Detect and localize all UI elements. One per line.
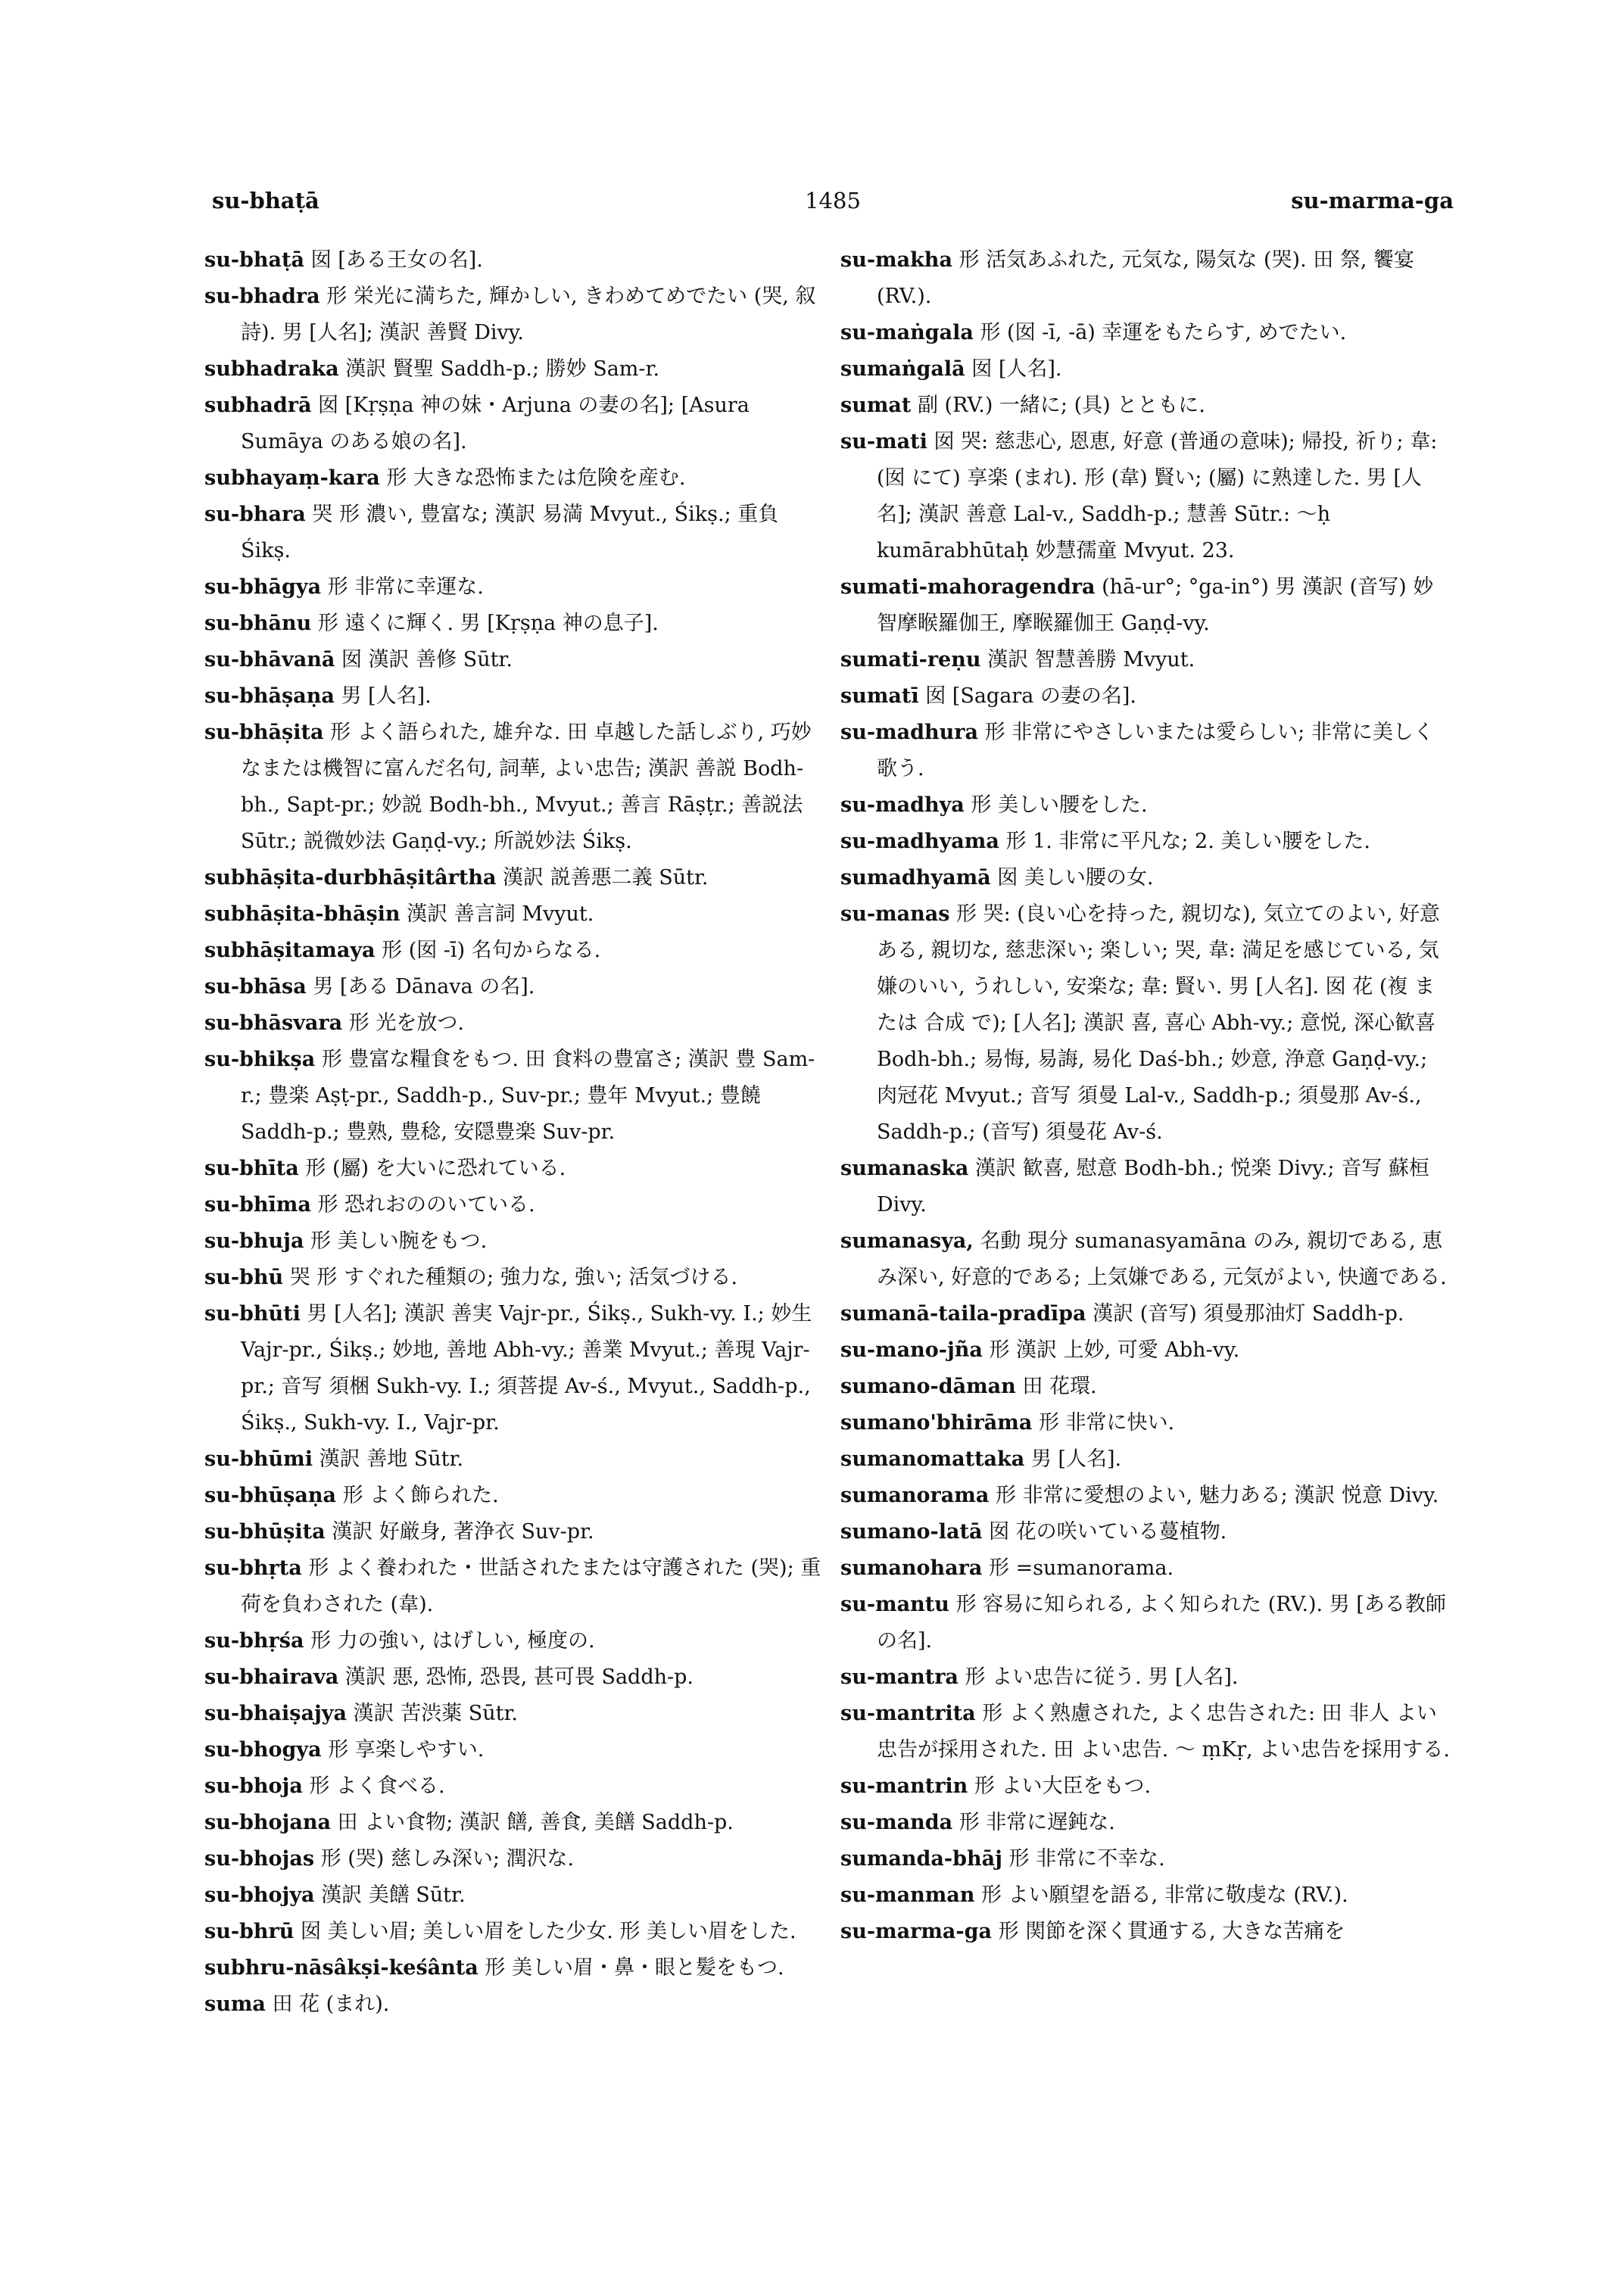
entry-definition: 形 美しい腰をした.	[971, 793, 1148, 817]
entry-headword: su-manman	[840, 1883, 975, 1907]
dictionary-entry	[840, 1805, 1454, 1841]
header-left-guideword: su-bhaṭā	[212, 188, 320, 213]
entry-definition: 形 光を放つ.	[348, 1011, 464, 1035]
dictionary-entry	[840, 1659, 1454, 1696]
entry-headword: su-madhyama	[840, 830, 999, 853]
entry-headword: su-marma-ga	[840, 1920, 992, 1943]
entry-definition: 田 花 (まれ).	[272, 1992, 390, 2016]
entry-headword: su-manas	[840, 902, 950, 926]
entry-definition: 形 非常にやさしいまたは愛らしい; 非常に美しく歌う.	[877, 721, 1434, 780]
dictionary-entry	[840, 388, 1454, 424]
dictionary-entry	[840, 824, 1454, 860]
entry-definition: 形 力の強い, はげしい, 極度の.	[310, 1629, 595, 1653]
entry-definition: 漢訳 美饍 Sūtr.	[321, 1883, 466, 1907]
entry-headword: su-bhūti	[204, 1302, 301, 1326]
entry-headword: su-mantra	[840, 1665, 959, 1689]
dictionary-entry	[204, 242, 825, 279]
entry-definition: 男 [人名]; 漢訳 善実 Vajr-pr., Śikṣ., Sukh-vy. I.; 妙生 Vajr-pr., Śikṣ.; 妙地, 善地 Abh-vy.; 善業 Mvyut.; 善現 Vajr-pr.; 音写 須梱 Sukh-vy. I.; 須菩提 Av-ś., Mvyut., Saddh-p., Śikṣ., Sukh-vy. I., Vajr-pr.	[241, 1302, 812, 1435]
dictionary-entry	[840, 1369, 1454, 1405]
entry-definition: 田 花環.	[1022, 1375, 1097, 1398]
entry-definition: 形 栄光に満ちた, 輝かしい, きわめてめでたい (哭, 叙詩). 男 [人名]; 漢訳 善賢 Divy.	[241, 285, 816, 344]
entry-definition: 形 よい大臣をもつ.	[974, 1774, 1152, 1798]
entry-definition: 田 よい食物; 漢訳 饍, 善食, 美饍 Saddh-p.	[337, 1811, 734, 1834]
entry-definition: (hā-ur°; °ga-in°) 男 漢訳 (音写) 妙智摩睺羅伽王, 摩睺羅伽王 Gaṇḍ-vy.	[877, 575, 1434, 635]
entry-headword: su-madhura	[840, 721, 978, 744]
dictionary-entry	[204, 606, 825, 642]
dictionary-entry	[840, 1296, 1454, 1332]
entry-definition: 形 享楽しやすい.	[328, 1738, 485, 1762]
entry-headword: su-bhojas	[204, 1847, 315, 1871]
entry-headword: su-bhaṭā	[204, 248, 305, 272]
entry-headword: su-bhaiṣajya	[204, 1702, 347, 1725]
header-right-guideword: su-marma-ga	[1291, 188, 1454, 213]
entry-headword: su-bhogya	[204, 1738, 322, 1762]
dictionary-entry	[204, 388, 825, 460]
entry-definition: 形 関節を深く貫通する, 大きな苦痛を	[998, 1920, 1345, 1943]
entry-headword: su-bhadra	[204, 285, 320, 308]
entry-definition: 形 非常に遅鈍な.	[959, 1811, 1115, 1834]
page-header	[212, 188, 1454, 226]
dictionary-entry	[840, 678, 1454, 715]
entry-definition: 囡 花の咲いている蔓植物.	[989, 1520, 1227, 1544]
dictionary-entry	[840, 1768, 1454, 1805]
dictionary-entry	[840, 1914, 1454, 1950]
entry-definition: 形 よく飾られた.	[342, 1484, 499, 1507]
entry-headword: sumat	[840, 394, 912, 417]
entry-headword: sumanohara	[840, 1556, 983, 1580]
dictionary-entry	[204, 969, 825, 1005]
entry-definition: 形 美しい腕をもつ.	[310, 1229, 488, 1253]
entry-headword: su-bhānu	[204, 612, 312, 635]
entry-definition: 形 漢訳 上妙, 可愛 Abh-vy.	[989, 1338, 1240, 1362]
dictionary-entry	[204, 497, 825, 569]
entry-definition: 形 活気あふれた, 元気な, 陽気な (哭). 田 祭, 饗宴 (RV.).	[877, 248, 1415, 308]
dictionary-entry	[840, 715, 1454, 787]
entry-headword: sumati-reṇu	[840, 648, 981, 671]
entry-definition: 形 遠くに輝く. 男 [Kṛṣṇa 神の息子].	[317, 612, 659, 635]
entry-headword: subhayaṃ-kara	[204, 466, 380, 490]
dictionary-entry	[840, 1441, 1454, 1478]
entry-headword: su-bhāṣaṇa	[204, 684, 335, 708]
entry-definition: 漢訳 苦渋薬 Sūtr.	[353, 1702, 518, 1725]
dictionary-entry	[840, 351, 1454, 388]
entry-headword: su-bhrū	[204, 1920, 295, 1943]
entry-definition: 形 よい忠告に従う. 男 [人名].	[965, 1665, 1239, 1689]
entry-headword: su-mantu	[840, 1593, 949, 1616]
dictionary-entry	[840, 1877, 1454, 1914]
entry-definition: 形 よく熟慮された, よく忠告された: 田 非人 よい忠告が採用された. 田 よい忠告. ～ ṃKṛ, よい忠告を採用する.	[877, 1702, 1450, 1762]
entry-headword: su-madhya	[840, 793, 965, 817]
dictionary-entry	[840, 1841, 1454, 1877]
entry-headword: su-bhūmi	[204, 1447, 313, 1471]
entry-definition: 漢訳 善言詞 Mvyut.	[407, 902, 594, 926]
entry-headword: suma	[204, 1992, 266, 2016]
dictionary-entry	[204, 1223, 825, 1260]
entry-definition: 囡 漢訳 善修 Sūtr.	[341, 648, 513, 671]
entry-headword: sumanorama	[840, 1484, 990, 1507]
dictionary-entry	[204, 1986, 825, 2023]
entry-definition: 漢訳 説善悪二義 Sūtr.	[503, 866, 709, 889]
entry-definition: 囡 哭: 慈悲心, 恩恵, 好意 (普通の意味); 帰投, 祈り; 韋: (囡 にて) 享楽 (まれ). 形 (韋) 賢い; (屬) に熟達した. 男 [人名]; 漢訳 善意 Lal-v., Saddh-p.; 慧善 Sūtr.: ～ḥ kumārabhūtaḥ 妙慧孺童 Mvyut. 23.	[877, 430, 1438, 562]
entry-definition: 囡 [Sagara の妻の名].	[925, 684, 1137, 708]
entry-definition: 形 (哭) 慈しみ深い; 潤沢な.	[320, 1847, 575, 1871]
dictionary-entry	[204, 678, 825, 715]
dictionary-entry	[840, 1478, 1454, 1514]
entry-headword: subhadraka	[204, 357, 339, 381]
entry-headword: sumadhyamā	[840, 866, 991, 889]
entry-headword: su-bhāsvara	[204, 1011, 343, 1035]
entry-headword: su-bhojana	[204, 1811, 331, 1834]
dictionary-entry	[840, 1223, 1454, 1296]
dictionary-entry	[204, 1550, 825, 1623]
dictionary-entry	[840, 860, 1454, 896]
dictionary-entry	[840, 1332, 1454, 1369]
entry-definition: 男 [人名].	[341, 684, 432, 708]
entry-definition: 形 大きな恐怖または危険を産む.	[386, 466, 686, 490]
entry-definition: 形 非常に快い.	[1038, 1411, 1175, 1435]
dictionary-entry	[204, 1659, 825, 1696]
entry-definition: 形 美しい眉・鼻・眼と髪をもつ.	[485, 1956, 784, 1980]
dictionary-entry	[204, 1914, 825, 1950]
entry-definition: 囡 美しい眉; 美しい眉をした少女. 形 美しい眉をした.	[301, 1920, 796, 1943]
entry-definition: 囡 [人名].	[971, 357, 1062, 381]
entry-definition: 形 (屬) を大いに恐れている.	[305, 1157, 566, 1180]
entry-definition: 形 非常に不幸な.	[1008, 1847, 1165, 1871]
entry-headword: su-bhūṣaṇa	[204, 1484, 336, 1507]
dictionary-entry	[204, 1732, 825, 1768]
entry-definition: 形 よく語られた, 雄弁な. 田 卓越した話しぶり, 巧妙なまたは機智に富んだ名句, 詞華, よい忠告; 漢訳 善説 Bodh-bh., Sapt-pr.; 妙説 Bodh-bh., Mvyut.; 善言 Rāṣṭr.; 善説法 Sūtr.; 説微妙法 Gaṇḍ-vy.; 所説妙法 Śikṣ.	[241, 721, 812, 853]
entry-definition: 囡 [Kṛṣṇa 神の妹・Arjuna の妻の名]; [Asura Sumāya のある娘の名].	[241, 394, 750, 453]
entry-definition: 漢訳 智慧善勝 Mvyut.	[987, 648, 1195, 671]
entry-headword: sumanasya,	[840, 1229, 974, 1253]
entry-headword: sumatī	[840, 684, 919, 708]
entry-headword: sumati-mahoragendra	[840, 575, 1096, 599]
dictionary-entry	[204, 715, 825, 860]
entry-definition: 形 豊富な糧食をもつ. 田 食料の豊富さ; 漢訳 豊 Sam-r.; 豊楽 Aṣṭ-pr., Saddh-p., Suv-pr.; 豊年 Mvyut.; 豊饒 Saddh-p.; 豊熟, 豊稔, 安隠豊楽 Suv-pr.	[241, 1048, 815, 1144]
entry-headword: su-bhoja	[204, 1774, 303, 1798]
dictionary-entry	[204, 896, 825, 933]
dictionary-entry	[204, 279, 825, 351]
entry-headword: subhāṣita-bhāṣin	[204, 902, 401, 926]
dictionary-entry	[204, 1950, 825, 1986]
entry-headword: su-bhṛśa	[204, 1629, 304, 1653]
entry-headword: su-bhuja	[204, 1229, 304, 1253]
entry-definition: 形 よく食べる.	[309, 1774, 445, 1798]
dictionary-entry	[840, 1514, 1454, 1550]
dictionary-entry	[840, 1550, 1454, 1587]
dictionary-entry	[204, 1805, 825, 1841]
entry-definition: 漢訳 (音写) 須曼那油灯 Saddh-p.	[1093, 1302, 1404, 1326]
entry-headword: subhadrā	[204, 394, 312, 417]
dictionary-entry	[204, 1841, 825, 1877]
entry-definition: 男 [人名].	[1030, 1447, 1122, 1471]
entry-definition: 形 よく養われた・世話されたまたは守護された (哭); 重荷を負わされた (韋).	[241, 1556, 821, 1616]
dictionary-entry	[840, 242, 1454, 315]
entry-headword: sumaṅgalā	[840, 357, 965, 381]
dictionary-entry	[204, 569, 825, 606]
dictionary-entry	[204, 351, 825, 388]
entry-headword: su-mati	[840, 430, 927, 453]
entry-headword: su-bhikṣa	[204, 1048, 316, 1071]
entry-definition: 形 非常に愛想のよい, 魅力ある; 漢訳 悦意 Divy.	[995, 1484, 1439, 1507]
dictionary-entry	[840, 896, 1454, 1151]
entry-definition: 形 容易に知られる, よく知られた (RV.). 男 [ある教師の名].	[877, 1593, 1446, 1653]
entry-headword: su-bhāgya	[204, 575, 322, 599]
dictionary-entry	[204, 1005, 825, 1042]
entry-definition: 形 哭: (良い心を持った, 親切な), 気立てのよい, 好意ある, 親切な, 慈悲深い; 楽しい; 哭, 韋: 満足を感じている, 気嫌のいい, うれしい, 安楽な; 韋: 賢い. 男 [人名]. 囡 花 (複 または 合成 で); [人名]; 漢訳 喜, 喜心 Abh-vy.; 意悦, 深心歓喜 Bodh-bh.; 易悔, 易誨, 易化 Daś-bh.; 妙意, 浄意 Gaṇḍ-vy.; 肉冠花 Mvyut.; 音写 須曼 Lal-v., Saddh-p.; 須曼那 Av-ś., Saddh-p.; (音写) 須曼花 Av-ś.	[877, 902, 1440, 1144]
dictionary-entry	[840, 424, 1454, 569]
dictionary-entry	[204, 1042, 825, 1151]
dictionary-entry	[204, 860, 825, 896]
entry-headword: sumano'bhirāma	[840, 1411, 1033, 1435]
entry-definition: 男 [ある Dānava の名].	[313, 975, 535, 999]
entry-headword: su-bhāvanā	[204, 648, 335, 671]
entry-headword: sumano-latā	[840, 1520, 983, 1544]
entry-headword: su-bhū	[204, 1266, 284, 1289]
dictionary-entry	[204, 1877, 825, 1914]
entry-headword: su-mantrita	[840, 1702, 976, 1725]
dictionary-entry	[204, 1768, 825, 1805]
entry-headword: subhāṣita-durbhāṣitârtha	[204, 866, 497, 889]
dictionary-entry	[204, 1151, 825, 1187]
entry-headword: su-bhara	[204, 503, 306, 526]
entry-headword: su-mano-jña	[840, 1338, 983, 1362]
entry-definition: 副 (RV.) 一緒に; (具) とともに.	[917, 394, 1205, 417]
dictionary-entry	[840, 787, 1454, 824]
dictionary-entry	[204, 1296, 825, 1441]
entry-definition: 哭 形 すぐれた種類の; 強力な, 強い; 活気づける.	[289, 1266, 738, 1289]
entry-headword: su-bhīta	[204, 1157, 299, 1180]
entry-definition: 漢訳 賢聖 Saddh-p.; 勝妙 Sam-r.	[345, 357, 660, 381]
dictionary-entry	[204, 1478, 825, 1514]
entry-definition: 形 (囡 -ī) 名句からなる.	[382, 939, 601, 962]
entry-definition: 形 1. 非常に平凡な; 2. 美しい腰をした.	[1005, 830, 1370, 853]
entry-headword: su-bhūṣita	[204, 1520, 326, 1544]
entry-definition: 哭 形 濃い, 豊富な; 漢訳 易満 Mvyut., Śikṣ.; 重負 Śikṣ.	[241, 503, 779, 562]
entry-headword: su-manda	[840, 1811, 953, 1834]
entry-definition: 囡 [ある王女の名].	[310, 248, 483, 272]
dictionary-entry	[204, 1260, 825, 1296]
entry-definition: 漢訳 善地 Sūtr.	[319, 1447, 464, 1471]
dictionary-entry	[204, 1187, 825, 1223]
dictionary-entry	[204, 1441, 825, 1478]
entry-definition: 形 (囡 -ī, -ā) 幸運をもたらす, めでたい.	[980, 321, 1347, 344]
entry-headword: sumanda-bhāj	[840, 1847, 1002, 1871]
entry-headword: su-maṅgala	[840, 321, 974, 344]
entry-headword: su-bhṛta	[204, 1556, 302, 1580]
entry-headword: su-mantrin	[840, 1774, 968, 1798]
entry-headword: sumanaska	[840, 1157, 969, 1180]
entry-headword: su-bhojya	[204, 1883, 315, 1907]
dictionary-entry	[204, 642, 825, 678]
entry-headword: subhru-nāsâkṣi-keśânta	[204, 1956, 478, 1980]
entry-headword: su-bhāsa	[204, 975, 307, 999]
entry-definition: 形 =sumanorama.	[988, 1556, 1174, 1580]
dictionary-entry	[204, 1696, 825, 1732]
dictionary-entry	[204, 460, 825, 497]
entry-headword: sumanomattaka	[840, 1447, 1025, 1471]
right-column	[840, 242, 1454, 1950]
entry-definition: 形 よい願望を語る, 非常に敬虔な (RV.).	[981, 1883, 1348, 1907]
dictionary-entry	[840, 1151, 1454, 1223]
entry-definition: 形 非常に幸運な.	[327, 575, 484, 599]
dictionary-entry	[204, 933, 825, 969]
dictionary-entry	[840, 1696, 1454, 1768]
entry-definition: 形 恐れおののいている.	[317, 1193, 535, 1217]
entry-definition: 囡 美しい腰の女.	[997, 866, 1154, 889]
dictionary-entry	[204, 1514, 825, 1550]
dictionary-entry	[840, 315, 1454, 351]
entry-definition: 漢訳 好厳身, 著浄衣 Suv-pr.	[332, 1520, 594, 1544]
left-column	[204, 242, 825, 2023]
entry-headword: sumano-dāman	[840, 1375, 1016, 1398]
entry-headword: sumanā-taila-pradīpa	[840, 1302, 1086, 1326]
page-number: 1485	[805, 188, 861, 213]
entry-headword: su-bhairava	[204, 1665, 339, 1689]
dictionary-entry	[840, 1587, 1454, 1659]
dictionary-entry	[204, 1623, 825, 1659]
entry-headword: su-bhīma	[204, 1193, 311, 1217]
entry-headword: subhāṣitamaya	[204, 939, 376, 962]
dictionary-entry	[840, 1405, 1454, 1441]
entry-definition: 漢訳 歓喜, 慰意 Bodh-bh.; 悦楽 Divy.; 音写 蘇桓 Divy.	[877, 1157, 1429, 1217]
dictionary-entry	[840, 569, 1454, 642]
entry-definition: 名動 現分 sumanasyamāna のみ, 親切である, 恵み深い, 好意的である; 上気嫌である, 元気がよい, 快適である.	[877, 1229, 1447, 1289]
entry-headword: su-bhāṣita	[204, 721, 324, 744]
dictionary-entry	[840, 642, 1454, 678]
entry-headword: su-makha	[840, 248, 952, 272]
entry-definition: 漢訳 悪, 恐怖, 恐畏, 甚可畏 Saddh-p.	[344, 1665, 694, 1689]
